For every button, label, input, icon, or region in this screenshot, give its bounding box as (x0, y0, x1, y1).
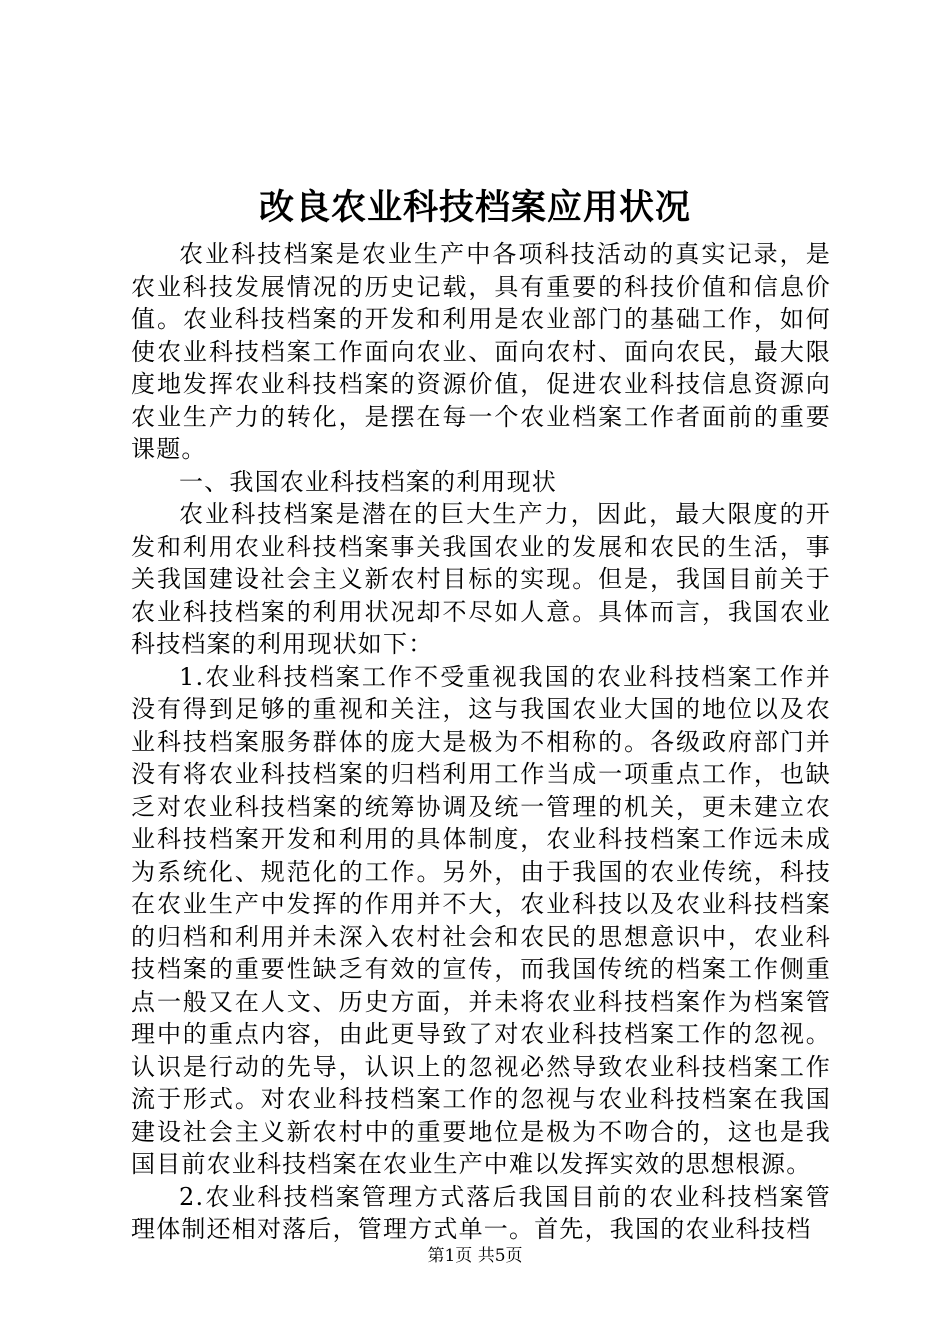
page-footer: 第1页 共5页 (427, 1246, 523, 1266)
document-body (131, 238, 831, 1246)
paragraph-status: 农业科技档案是潜在的巨大生产力，因此，最大限度的开发和利用农业科技档案事关我国农业的发展和农民的生活，事关我国建设社会主义新农村目标的实现。但是，我国目前关于农业科技档案的利用状况却不尽如人意。具体而言，我国农业科技档案的利用现状如下： (131, 500, 831, 658)
section-heading-1: 一、我国农业科技档案的利用现状 (179, 467, 557, 496)
paragraph-point-2: 2.农业科技档案管理方式落后我国目前的农业科技档案管理体制还相对落后，管理方式单一。首先，我国的农业科技档 (131, 1182, 831, 1243)
document-title: 改良农业科技档案应用状况 (258, 187, 691, 228)
paragraph-point-1: 1.农业科技档案工作不受重视我国的农业科技档案工作并没有得到足够的重视和关注，这与我国农业大国的地位以及农业科技档案服务群体的庞大是极为不相称的。各级政府部门并没有将农业科技档案的归档利用工作当成一项重点工作，也缺乏对农业科技档案的统筹协调及统一管理的机关，更未建立农业科技档案开发和利用的具体制度，农业科技档案工作远未成为系统化、规范化的工作。另外，由于我国的农业传统，科技在农业生产中发挥的作用并不大，农业科技以及农业科技档案的归档和利用并未深入农村社会和农民的思想意识中，农业科技档案的重要性缺乏有效的宣传，而我国传统的档案工作侧重点一般又在人文、历史方面，并未将农业科技档案作为档案管理中的重点内容，由此更导致了对农业科技档案工作的忽视。认识是行动的先导，认识上的忽视必然导致农业科技档案工作流于形式。对农业科技档案工作的忽视与农业科技档案在我国建设社会主义新农村中的重要地位是极为不吻合的，这也是我国目前农业科技档案在农业生产中难以发挥实效的思想根源。 (131, 662, 831, 1178)
paragraph-intro: 农业科技档案是农业生产中各项科技活动的真实记录，是农业科技发展情况的历史记载，具有重要的科技价值和信息价值。农业科技档案的开发和利用是农业部门的基础工作，如何使农业科技档案工作面向农业、面向农村、面向农民，最大限度地发挥农业科技档案的资源价值，促进农业科技信息资源向农业生产力的转化，是摆在每一个农业档案工作者面前的重要课题。 (131, 240, 831, 463)
